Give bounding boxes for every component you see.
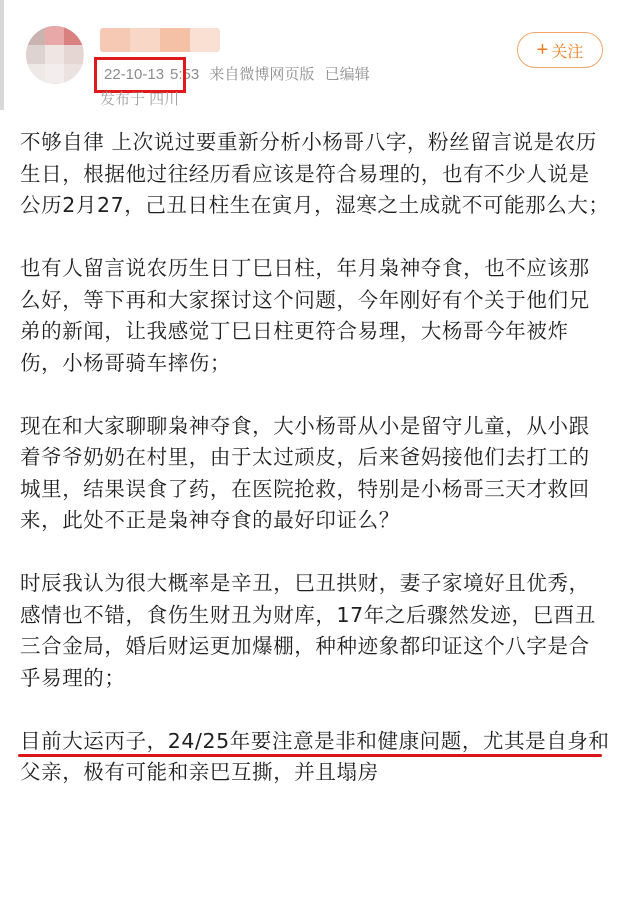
user-name-pixel xyxy=(190,28,220,52)
avatar-pixel xyxy=(64,26,83,45)
post-paragraph: 也有人留言说农历生日丁巳日柱，年月枭神夺食，也不应该那么好，等下再和大家探讨这个问题，今年刚好有个关于他们兄弟的新闻，让我感觉丁巳日柱更符合易理，大杨哥今年被炸伤，小杨哥骑车摔伤； xyxy=(20,256,590,375)
follow-button[interactable] xyxy=(517,32,603,68)
post-meta xyxy=(100,63,370,84)
avatar-pixel xyxy=(64,64,83,83)
post-paragraph-highlighted xyxy=(20,726,610,789)
post-paragraph: 时辰我认为很大概率是辛丑，巳丑拱财，妻子家境好且优秀，感情也不错，食伤生财丑为财库，17年之后骤然发迹，巳酉丑三合金局，婚后财运更加爆棚，种种迹象都印证这个八字是合乎易理的； xyxy=(20,571,596,690)
post-body xyxy=(20,127,610,789)
post-location: 发布于 四川 xyxy=(100,91,180,108)
avatar-pixel xyxy=(26,64,45,83)
post-paragraph-text: 目前大运丙子，24/25年要注意是非和健康问题，尤其是自身和父亲，极有可能和亲巴互撕，并且塌房 xyxy=(20,728,610,784)
avatar-pixel xyxy=(64,45,83,64)
avatar-pixel xyxy=(26,45,45,64)
avatar-pixel xyxy=(45,26,64,45)
post-paragraph: 不够自律 上次说过要重新分析小杨哥八字，粉丝留言说是农历生日，根据他过往经历看应该是符合易理的，也有不少人说是公历2月27，己丑日柱生在寅月，湿寒之土成就不可能那么大； xyxy=(20,130,610,217)
post-source[interactable]: 来自微博网页版 xyxy=(209,66,315,83)
red-underline-annotation xyxy=(18,754,602,757)
user-name-pixel xyxy=(100,28,130,52)
plus-icon: + xyxy=(536,39,549,61)
avatar[interactable] xyxy=(26,26,84,84)
follow-label: 关注 xyxy=(551,43,584,61)
user-name-pixel xyxy=(160,28,190,52)
user-name-pixel xyxy=(130,28,160,52)
post-edited-label[interactable]: 已编辑 xyxy=(324,66,370,83)
post-date[interactable] xyxy=(100,66,168,83)
post-paragraph: 现在和大家聊聊枭神夺食，大小杨哥从小是留守儿童，从小跟着爷爷奶奶在村里，由于太过顽皮，后来爸妈接他们去打工的城里，结果误食了药，在医院抢救，特别是小杨哥三天才救回来，此处不正是枭神夺食的最好印证么？ xyxy=(20,413,590,532)
user-name-blurred[interactable] xyxy=(100,28,220,52)
post-date-text: 22-10-13 xyxy=(104,66,165,83)
avatar-pixel xyxy=(45,45,64,64)
avatar-pixel xyxy=(45,64,64,83)
left-edge-divider xyxy=(0,0,4,110)
avatar-pixel xyxy=(26,26,45,45)
post-time: 5:53 xyxy=(170,66,200,83)
